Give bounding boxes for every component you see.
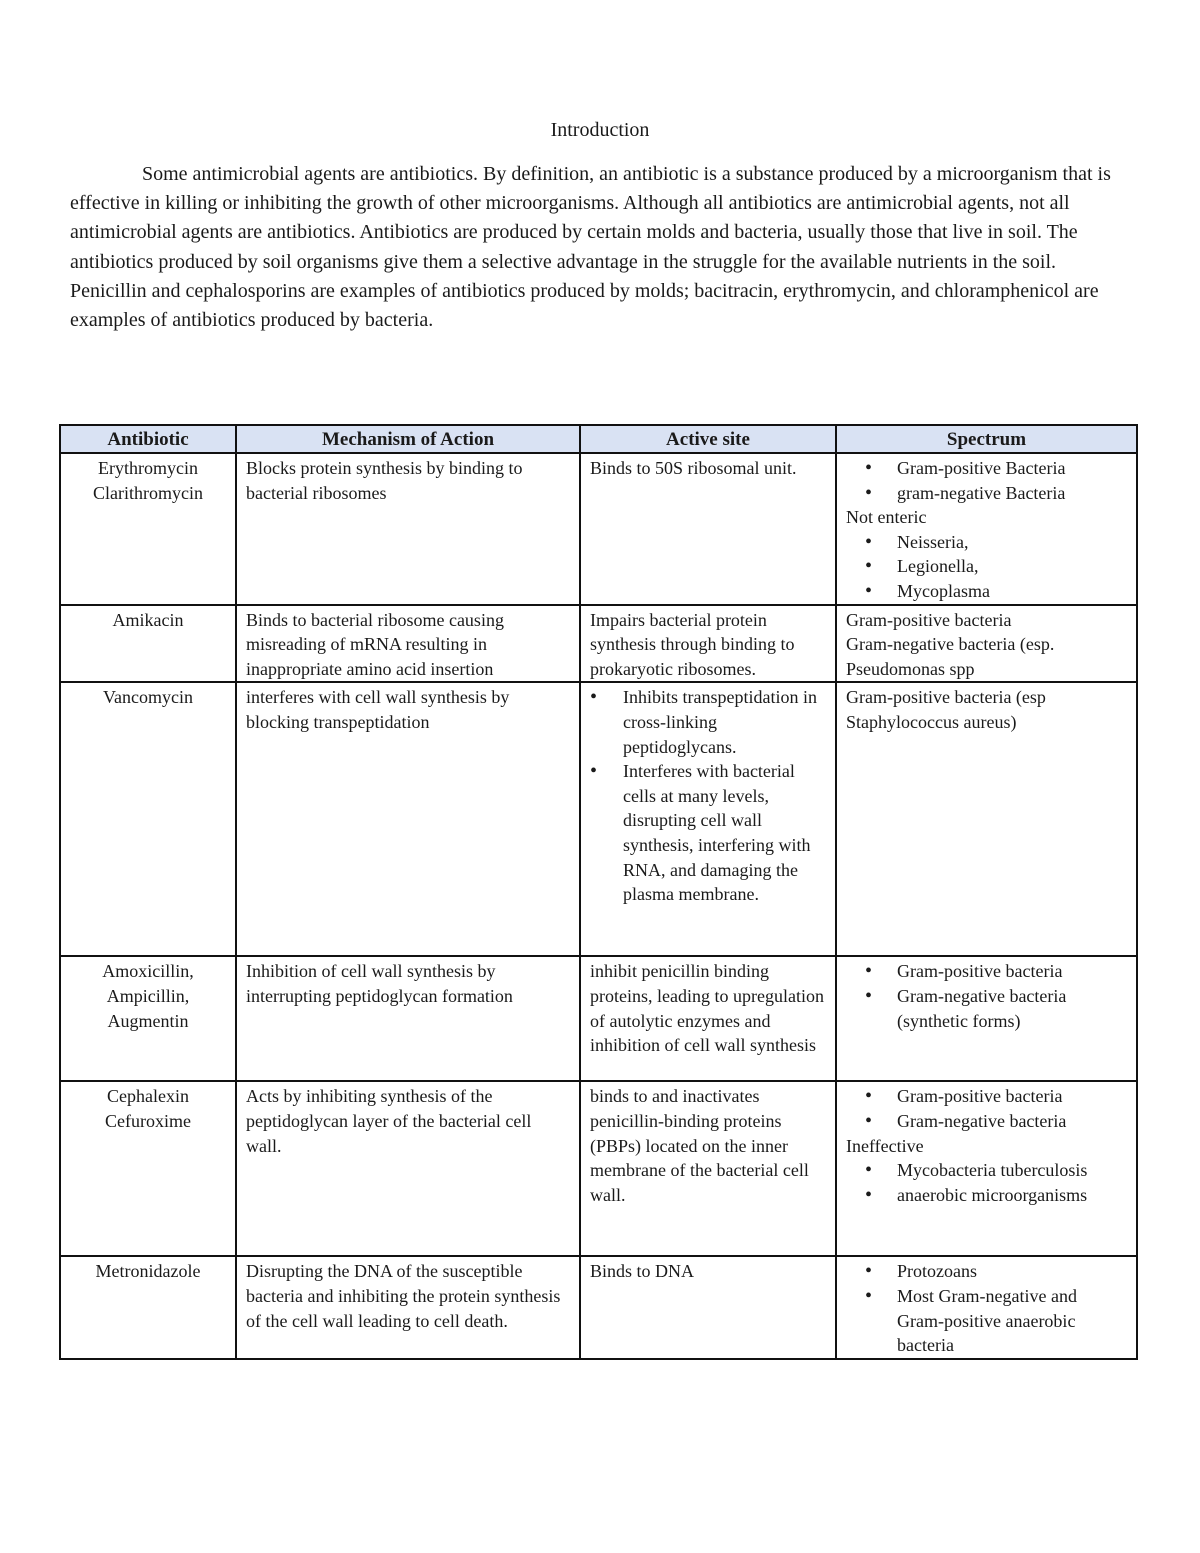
table-row <box>60 956 1137 1081</box>
spectrum-bullet: • Gram-negative bacteria <box>846 1109 1127 1134</box>
spectrum-line: Gram-positive bacteria (esp Staphylococcus aureus) <box>846 687 1046 732</box>
antibiotic-name: Cephalexin <box>107 1086 189 1107</box>
antibiotic-cell <box>60 1081 236 1256</box>
antibiotic-name: Amoxicillin, <box>102 961 194 982</box>
spectrum-bullet: • Mycoplasma <box>846 579 1127 604</box>
spectrum-cell <box>836 1256 1137 1358</box>
antibiotic-name: Vancomycin <box>103 687 193 708</box>
antibiotic-cell <box>60 1256 236 1358</box>
page-title: Introduction <box>550 119 650 141</box>
table-row <box>60 1081 1137 1256</box>
antibiotic-name: Ampicillin, <box>106 985 190 1006</box>
active-site-cell: inhibit penicillin binding proteins, leading to upregulation of autolytic enzymes and inhibition of cell wall synthesis <box>580 956 836 1081</box>
antibiotic-cell <box>60 605 236 683</box>
table-row <box>60 453 1137 605</box>
spectrum-bullet: • Gram-negative bacteria (synthetic forms) <box>846 984 1127 1033</box>
antibiotic-name: Augmentin <box>107 1010 189 1031</box>
active-site-cell: Binds to 50S ribosomal unit. <box>580 453 836 605</box>
spectrum-bullet: • Most Gram-negative and Gram-positive anaerobic bacteria <box>846 1284 1127 1358</box>
spectrum-cell <box>836 956 1137 1081</box>
mechanism-cell: Acts by inhibiting synthesis of the peptidoglycan layer of the bacterial cell wall. <box>236 1081 580 1256</box>
antibiotic-cell <box>60 956 236 1081</box>
mechanism-cell: Inhibition of cell wall synthesis by interrupting peptidoglycan formation <box>236 956 580 1081</box>
active-site-cell: Binds to DNA <box>580 1256 836 1358</box>
table-row <box>60 682 1137 956</box>
antibiotic-cell <box>60 682 236 956</box>
active-site-bullet: • Interferes with bacterial cells at many levels, disrupting cell wall synthesis, interfering with RNA, and damaging the plasma membrane. <box>590 759 826 907</box>
header-active-site: Active site <box>580 425 836 453</box>
active-site-cell: Impairs bacterial protein synthesis through binding to prokaryotic ribosomes. <box>580 605 836 683</box>
intro-paragraph: Some antimicrobial agents are antibiotics. By definition, an antibiotic is a substance produced by a microorganism that is effective in killing or inhibiting the growth of other microorganisms. Although all antibiotics are antimicrobial agents, not all antimicrobial agents are antibiotics. Antibiotics are produced by certain molds and bacteria, usually those that live in soil. The antibiotics produced by soil organisms give them a selective advantage in the struggle for the available nutrients in the soil. Penicillin and cephalosporins are examples of antibiotics produced by molds; bacitracin, erythromycin, and chloramphenicol are examples of antibiotics produced by bacteria. <box>70 163 1111 332</box>
spectrum-cell <box>836 682 1137 956</box>
antibiotic-name: Erythromycin <box>98 458 198 478</box>
spectrum-bullet: • Mycobacteria tuberculosis <box>846 1158 1127 1183</box>
mechanism-cell: Blocks protein synthesis by binding to bacterial ribosomes <box>236 453 580 605</box>
spectrum-line: Gram-positive bacteria <box>846 609 1012 630</box>
mechanism-cell: Binds to bacterial ribosome causing misreading of mRNA resulting in inappropriate amino acid insertion <box>236 605 580 683</box>
spectrum-cell <box>836 605 1137 683</box>
active-site-bullet: • Inhibits transpeptidation in cross-linking peptidoglycans. <box>590 685 826 759</box>
header-antibiotic: Antibiotic <box>60 425 236 453</box>
mechanism-cell: interferes with cell wall synthesis by blocking transpeptidation <box>236 682 580 956</box>
spectrum-cell <box>836 453 1137 605</box>
spectrum-note: Ineffective <box>846 1135 924 1156</box>
antibiotic-name: Cefuroxime <box>105 1110 191 1131</box>
antibiotic-cell <box>60 453 236 605</box>
spectrum-bullet: • Gram-positive bacteria <box>846 959 1127 984</box>
header-spectrum: Spectrum <box>836 425 1137 453</box>
spectrum-bullet: • Neisseria, <box>846 530 1127 555</box>
antibiotic-name: Metronidazole <box>95 1261 201 1282</box>
spectrum-note: Not enteric <box>846 507 927 528</box>
antibiotic-name: Amikacin <box>112 609 184 630</box>
spectrum-bullet: • gram-negative Bacteria <box>846 481 1127 506</box>
antibiotic-name: Clarithromycin <box>93 482 203 503</box>
table-header-row <box>60 425 1137 453</box>
header-mechanism: Mechanism of Action <box>236 425 580 453</box>
spectrum-bullet: • Protozoans <box>846 1259 1127 1284</box>
spectrum-line: Gram-negative bacteria (esp. Pseudomonas spp <box>846 634 1055 679</box>
active-site-cell: binds to and inactivates penicillin-binding proteins (PBPs) located on the inner membrane of the bacterial cell wall. <box>580 1081 836 1256</box>
antibiotic-table <box>59 424 1138 1360</box>
active-site-cell <box>580 682 836 956</box>
spectrum-bullet: • Gram-positive Bacteria <box>846 456 1127 481</box>
spectrum-cell <box>836 1081 1137 1256</box>
spectrum-bullet: • Legionella, <box>846 554 1127 579</box>
mechanism-cell: Disrupting the DNA of the susceptible bacteria and inhibiting the protein synthesis of the cell wall leading to cell death. <box>236 1256 580 1358</box>
spectrum-bullet: • Gram-positive bacteria <box>846 1084 1127 1109</box>
table-row <box>60 1256 1137 1358</box>
table-row <box>60 605 1137 683</box>
spectrum-bullet: • anaerobic microorganisms <box>846 1183 1127 1208</box>
